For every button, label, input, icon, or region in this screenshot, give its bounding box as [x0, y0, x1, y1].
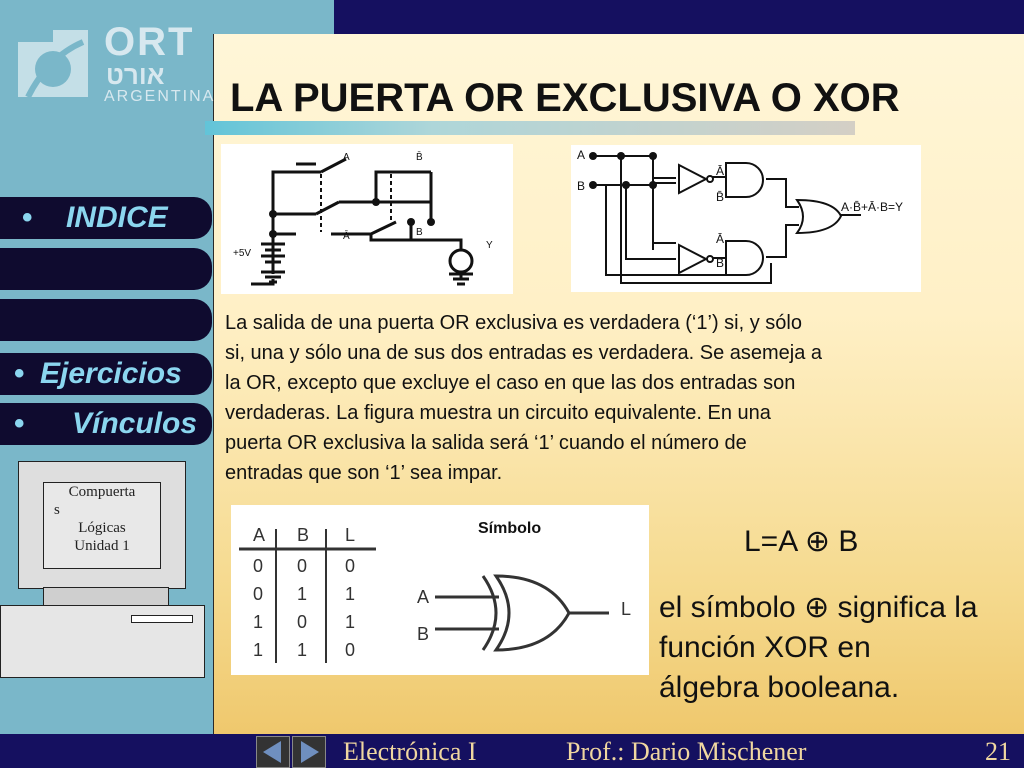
switch-label: B̄	[416, 152, 423, 163]
slide-navigation	[256, 736, 326, 766]
computer-desk	[0, 605, 205, 678]
gear-logo-icon	[8, 22, 98, 112]
table-cell: 0	[253, 584, 264, 604]
nav-bullet: •	[14, 357, 25, 390]
nav-label: INDICE	[66, 201, 168, 234]
description-text: La salida de una puerta OR exclusiva es verdadera (‘1’) si, y sólo si, una y sólo una de sus dos entradas es verdadera. Se asemeja a la OR, excepto que excluye el caso en que las dos entradas son verdaderas. La figura muestra un circuito equivalente. En una puerta OR exclusiva la salida será ‘1’ cuando el número de entradas que son ‘1’ sea impar.	[225, 312, 823, 484]
logo-country-text: ARGENTINA	[104, 88, 216, 105]
table-cell: 0	[345, 556, 356, 576]
nav-bullet: •	[14, 407, 25, 440]
xor-gate-circuit-diagram	[571, 145, 921, 292]
table-cell: 1	[345, 584, 356, 604]
nav-item-indice[interactable]	[0, 197, 212, 239]
table-cell: 0	[253, 556, 264, 576]
computer-screen-line: Lógicas	[78, 520, 126, 536]
symbol-output: L	[621, 599, 632, 619]
title-underline	[205, 121, 855, 135]
table-header: L	[345, 525, 356, 545]
nav-label: Vínculos	[72, 407, 198, 440]
gate-input-label: Ā	[716, 232, 725, 246]
professor-name: Prof.: Dario Mischener	[566, 737, 807, 766]
symbol-input-b: B	[417, 624, 430, 644]
top-bar	[334, 0, 1024, 34]
gate-input-label: Ā	[716, 164, 725, 178]
nav-item-ejercicios[interactable]	[0, 353, 212, 395]
computer-screen-line: Compuerta	[68, 484, 136, 500]
table-header: B	[297, 525, 310, 545]
xor-formula: L=A ⊕ B	[744, 525, 859, 558]
computer-screen-line: Unidad 1	[74, 538, 130, 554]
computer-base	[43, 587, 169, 607]
arrow-left-icon	[257, 737, 289, 767]
table-cell: 1	[253, 612, 264, 632]
supply-label: +5V	[233, 248, 252, 259]
switch-label: B	[416, 227, 423, 238]
nav-item-empty-2[interactable]	[0, 299, 212, 341]
switch-label: A	[343, 152, 350, 163]
table-cell: 1	[253, 640, 264, 660]
table-cell: 0	[345, 640, 356, 660]
page-number: 21	[985, 737, 1011, 766]
table-cell: 1	[297, 640, 308, 660]
computer-screen-line: s	[54, 502, 60, 518]
nav-item-empty-1[interactable]	[0, 248, 212, 290]
output-expression: A·B̄+Ā·B=Y	[841, 200, 904, 214]
logo-hebrew-text: אורט	[106, 60, 165, 90]
next-slide-button[interactable]	[292, 736, 326, 768]
table-header: A	[253, 525, 266, 545]
nav-item-vinculos[interactable]	[0, 403, 212, 445]
computer-monitor-icon	[18, 461, 186, 589]
input-b-label: B	[577, 179, 586, 193]
page-title: LA PUERTA OR EXCLUSIVA O XOR	[230, 76, 900, 120]
table-cell: 1	[345, 612, 356, 632]
lamp-label: Y	[486, 240, 493, 251]
footer-bar	[0, 734, 1024, 768]
gate-input-label: B̄	[716, 190, 725, 204]
disk-slot	[131, 615, 193, 623]
arrow-right-icon	[293, 737, 325, 767]
computer-screen	[43, 482, 161, 569]
gate-input-label: B	[716, 256, 725, 270]
table-cell: 1	[297, 584, 308, 604]
xor-note: el símbolo ⊕ significa la función XOR en álgebra booleana.	[659, 591, 978, 704]
table-cell: 0	[297, 612, 308, 632]
truth-table-and-symbol	[231, 505, 649, 675]
symbol-input-a: A	[417, 587, 430, 607]
previous-slide-button[interactable]	[256, 736, 290, 768]
switch-label: Ā	[343, 231, 350, 242]
logo-text: ORT	[104, 20, 195, 64]
switch-circuit-diagram	[221, 144, 513, 294]
table-cell: 0	[297, 556, 308, 576]
nav-label: Ejercicios	[40, 357, 182, 390]
symbol-title: Símbolo	[478, 520, 542, 537]
nav-bullet: •	[22, 201, 33, 234]
input-a-label: A	[577, 148, 586, 162]
course-title: Electrónica I	[343, 737, 477, 766]
